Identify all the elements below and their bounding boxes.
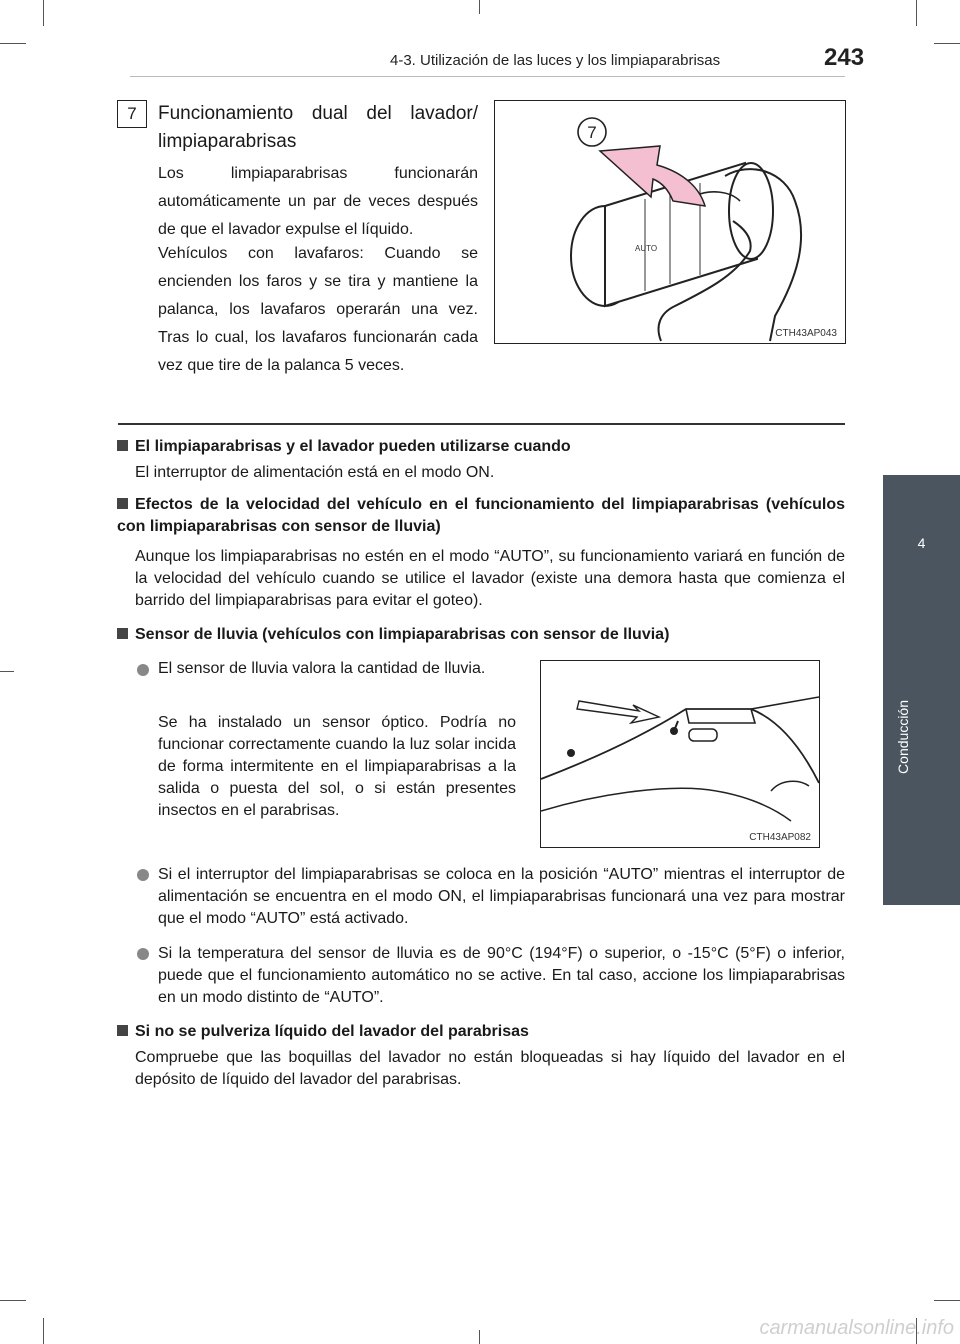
figure-code: CTH43AP082 (749, 832, 811, 843)
page-number: 243 (824, 44, 865, 71)
rain-sensor-figure (540, 660, 820, 848)
figure-callout: 7 (587, 123, 597, 142)
crop-mark (0, 1300, 26, 1301)
windshield-illustration (541, 661, 819, 847)
section-divider (118, 423, 845, 425)
crop-mark (479, 1330, 480, 1344)
crop-mark (0, 43, 26, 44)
note-heading-2: Efectos de la velocidad del vehículo en el funcionamiento del limpiaparabrisas (vehículos con limpiaparabrisas con sensor de lluvia) (117, 496, 845, 535)
rain-sensor-bullet-2: Si el interruptor del limpiaparabrisas se coloca en la posición “AUTO” mientras el interruptor de alimentación se encuentra en el modo ON, el limpiaparabrisas funcionará una vez para mostrar que el modo “AUTO” está activado. (158, 866, 845, 927)
chapter-label: Conducción (895, 700, 911, 774)
rain-sensor-bullet-1: El sensor de lluvia valora la cantidad de lluvia. (158, 660, 486, 677)
section-title: Funcionamiento dual del lavador/ limpiaparabrisas (158, 103, 478, 152)
step-number-badge: 7 (117, 100, 147, 128)
crop-mark (43, 0, 44, 26)
square-bullet-icon (117, 440, 128, 451)
figure-code: CTH43AP043 (775, 328, 837, 339)
crop-mark (479, 0, 480, 14)
header-rule (130, 76, 845, 77)
note-body-1: El interruptor de alimentación está en el modo ON. (135, 464, 495, 481)
note-heading-1: El limpiaparabrisas y el lavador pueden utilizarse cuando (117, 436, 845, 458)
square-bullet-icon (117, 628, 128, 639)
watermark: carmanualsonline.info (759, 1317, 954, 1339)
note-heading-3: Sensor de lluvia (vehículos con limpiaparabrisas con sensor de lluvia) (117, 624, 845, 646)
wiper-lever-figure (494, 100, 846, 344)
crop-mark (916, 0, 917, 26)
svg-text:AUTO: AUTO (635, 244, 658, 253)
square-bullet-icon (117, 498, 128, 509)
circle-bullet-icon (137, 869, 149, 881)
rain-sensor-detail: Se ha instalado un sensor óptico. Podría no funcionar correctamente cuando la luz solar incida de forma intermitente en el limpiaparabrisas a la salida o puesta del sol, o si están presentes insectos en el parabrisas. (158, 714, 516, 819)
note-heading-4: Si no se pulveriza líquido del lavador del parabrisas (117, 1021, 845, 1043)
wiper-lever-illustration (495, 101, 845, 343)
circle-bullet-icon (137, 948, 149, 960)
rain-sensor-bullet-3: Si la temperatura del sensor de lluvia es de 90°C (194°F) o superior, o -15°C (5°F) o inferior, puede que el funcionamiento automático no se active. En tal caso, accione los limpiaparabrisas en un modo distinto de “AUTO”. (158, 945, 845, 1006)
note-body-4: Compruebe que las boquillas del lavador no están bloqueadas si hay líquido del lavador en el depósito de líquido del lavador del parabrisas. (135, 1049, 845, 1088)
note-body-2: Aunque los limpiaparabrisas no estén en el modo “AUTO”, su funcionamiento variará en función de la velocidad del vehículo cuando se utilice el lavador (existe una demora hasta que comienza el barrido del limpiaparabrisas para evitar el goteo). (135, 548, 845, 609)
square-bullet-icon (117, 1025, 128, 1036)
crop-mark (0, 671, 14, 672)
crop-mark (934, 43, 960, 44)
crop-mark (43, 1318, 44, 1344)
chapter-number: 4 (917, 535, 926, 551)
crop-mark (934, 1300, 960, 1301)
header-title: 4-3. Utilización de las luces y los limpiaparabrisas (390, 52, 721, 69)
circle-bullet-icon (137, 664, 149, 676)
washer-paragraph-2: Vehículos con lavafaros: Cuando se encienden los faros y se tira y mantiene la palanca, los lavafaros operarán una vez. Tras lo cual, los lavafaros funcionarán cada vez que tire de la palanca 5 veces. (158, 245, 478, 374)
washer-paragraph-1: Los limpiaparabrisas funcionarán automáticamente un par de veces después de que el lavador expulse el líquido. (158, 165, 478, 238)
